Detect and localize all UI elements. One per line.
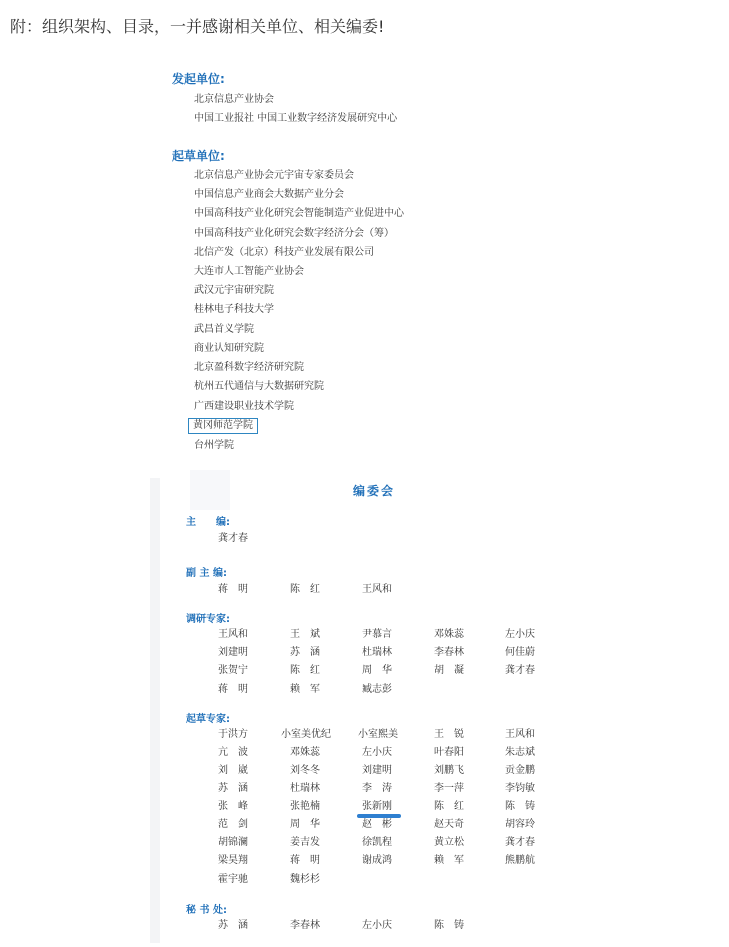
- drafting-expert-name: 谢成鸿: [362, 855, 392, 866]
- drafting-experts-heading: 起草专家:: [186, 714, 230, 725]
- drafting-expert-name: 刘 崴: [218, 765, 248, 776]
- drafting-expert-name: 杜瑞林: [290, 783, 320, 794]
- drafting-expert-name-marked: 张新刚: [362, 801, 392, 812]
- drafter-item: 桂林电子科技大学: [194, 304, 274, 315]
- drafting-expert-name: 胡容玲: [505, 819, 535, 830]
- research-expert-name: 邓姝蕊: [434, 629, 464, 640]
- secretariat-name: 苏 涵: [218, 920, 248, 931]
- research-expert-name: 蒋 明: [218, 684, 248, 695]
- drafter-item: 台州学院: [194, 440, 234, 451]
- drafting-expert-name: 亢 波: [218, 747, 248, 758]
- drafting-expert-name: 赵天奇: [434, 819, 464, 830]
- research-expert-name: 胡 凝: [434, 665, 464, 676]
- drafting-expert-name: 张 峰: [218, 801, 248, 812]
- research-expert-name: 苏 涵: [290, 647, 320, 658]
- drafting-expert-name: 徐凯程: [362, 837, 392, 848]
- secretariat-name: 李春林: [290, 920, 320, 931]
- drafter-item-highlighted: 黄冈师范学院: [188, 418, 258, 434]
- drafter-item: 中国高科技产业化研究会数字经济分会（筹）: [194, 228, 394, 239]
- drafting-expert-name: 胡锦澜: [218, 837, 248, 848]
- research-expert-name: 王风和: [218, 629, 248, 640]
- drafter-item: 杭州五代通信与大数据研究院: [194, 381, 324, 392]
- drafting-expert-name: 黄立松: [434, 837, 464, 848]
- drafting-expert-name: 邓姝蕊: [290, 747, 320, 758]
- research-expert-name: 杜瑞林: [362, 647, 392, 658]
- drafting-expert-name: 于洪方: [218, 729, 248, 740]
- drafting-expert-name: 霍宇驰: [218, 874, 248, 885]
- chief-editor-name: 龚才春: [218, 533, 248, 544]
- drafting-expert-name: 陈 铸: [505, 801, 535, 812]
- drafting-expert-name: 刘鹏飞: [434, 765, 464, 776]
- research-expert-name: 周 华: [362, 665, 392, 676]
- drafting-expert-name: 赵 彬: [362, 819, 392, 830]
- deputy-editor-heading: 副 主 编:: [186, 568, 227, 579]
- research-expert-name: 左小庆: [505, 629, 535, 640]
- drafting-expert-name: 刘冬冬: [290, 765, 320, 776]
- drafter-item: 北京盈科数字经济研究院: [194, 362, 304, 373]
- deputy-editor-name: 王风和: [362, 584, 392, 595]
- research-experts-heading: 调研专家:: [186, 614, 230, 625]
- drafter-item: 武昌首义学院: [194, 324, 254, 335]
- drafter-item: 广西建设职业技术学院: [194, 401, 294, 412]
- research-expert-name: 何佳蔚: [505, 647, 535, 658]
- scan-shadow-left: [150, 478, 160, 943]
- committee-title: 编委会: [353, 484, 396, 498]
- drafting-expert-name: 周 华: [290, 819, 320, 830]
- drafter-item: 中国高科技产业化研究会智能制造产业促进中心: [194, 208, 404, 219]
- drafting-expert-name: 赖 军: [434, 855, 464, 866]
- drafting-expert-name: 王 锐: [434, 729, 464, 740]
- drafting-expert-name: 小室熙美: [358, 729, 398, 740]
- research-expert-name: 陈 红: [290, 665, 320, 676]
- initiator-item: 中国工业报社 中国工业数字经济发展研究中心: [194, 113, 398, 124]
- drafting-expert-name: 左小庆: [362, 747, 392, 758]
- initiator-item: 北京信息产业协会: [194, 94, 274, 105]
- drafting-expert-name: 蒋 明: [290, 855, 320, 866]
- drafting-expert-name: 王风和: [505, 729, 535, 740]
- drafting-expert-name: 魏杉杉: [290, 874, 320, 885]
- drafter-item: 北信产发（北京）科技产业发展有限公司: [194, 247, 374, 258]
- deputy-editor-name: 陈 红: [290, 584, 320, 595]
- research-expert-name: 尹慕言: [362, 629, 392, 640]
- scan-shadow-top: [190, 470, 230, 510]
- secretariat-name: 陈 铸: [434, 920, 464, 931]
- drafting-expert-name: 梁昊翔: [218, 855, 248, 866]
- drafting-expert-name: 姜吉发: [290, 837, 320, 848]
- secretariat-name: 左小庆: [362, 920, 392, 931]
- drafting-expert-name: 朱志斌: [505, 747, 535, 758]
- drafting-expert-name: 范 剑: [218, 819, 248, 830]
- research-expert-name: 刘建明: [218, 647, 248, 658]
- research-expert-name: 李春林: [434, 647, 464, 658]
- drafter-item: 大连市人工智能产业协会: [194, 266, 304, 277]
- initiators-heading: 发起单位:: [172, 72, 225, 86]
- research-expert-name: 赖 军: [290, 684, 320, 695]
- drafter-item: 商业认知研究院: [194, 343, 264, 354]
- drafting-expert-name: 陈 红: [434, 801, 464, 812]
- drafting-expert-name: 贡金鹏: [505, 765, 535, 776]
- deputy-editor-name: 蒋 明: [218, 584, 248, 595]
- highlight-underline-mark: [357, 814, 401, 818]
- research-expert-name: 龚才春: [505, 665, 535, 676]
- drafter-item: 北京信息产业协会元宇宙专家委员会: [194, 170, 354, 181]
- drafting-expert-name: 龚才春: [505, 837, 535, 848]
- research-expert-name: 王 斌: [290, 629, 320, 640]
- drafting-expert-name: 刘建明: [362, 765, 392, 776]
- drafting-expert-name: 叶春阳: [434, 747, 464, 758]
- drafting-expert-name: 小室美优纪: [281, 729, 331, 740]
- drafter-item: 武汉元宇宙研究院: [194, 285, 274, 296]
- research-expert-name: 张贺宁: [218, 665, 248, 676]
- intro-text: 附：组织架构、目录，一并感谢相关单位、相关编委!: [10, 17, 385, 36]
- drafting-expert-name: 李 涛: [362, 783, 392, 794]
- drafting-expert-name: 李钧敏: [505, 783, 535, 794]
- chief-editor-heading: 主 编:: [186, 517, 230, 528]
- drafting-expert-name: 苏 涵: [218, 783, 248, 794]
- drafters-heading: 起草单位:: [172, 149, 225, 163]
- drafting-expert-name: 熊鹏航: [505, 855, 535, 866]
- research-expert-name: 臧志彭: [362, 684, 392, 695]
- drafter-item: 中国信息产业商会大数据产业分会: [194, 189, 344, 200]
- secretariat-heading: 秘 书 处:: [186, 905, 227, 916]
- drafting-expert-name: 李一萍: [434, 783, 464, 794]
- drafting-expert-name: 张艳楠: [290, 801, 320, 812]
